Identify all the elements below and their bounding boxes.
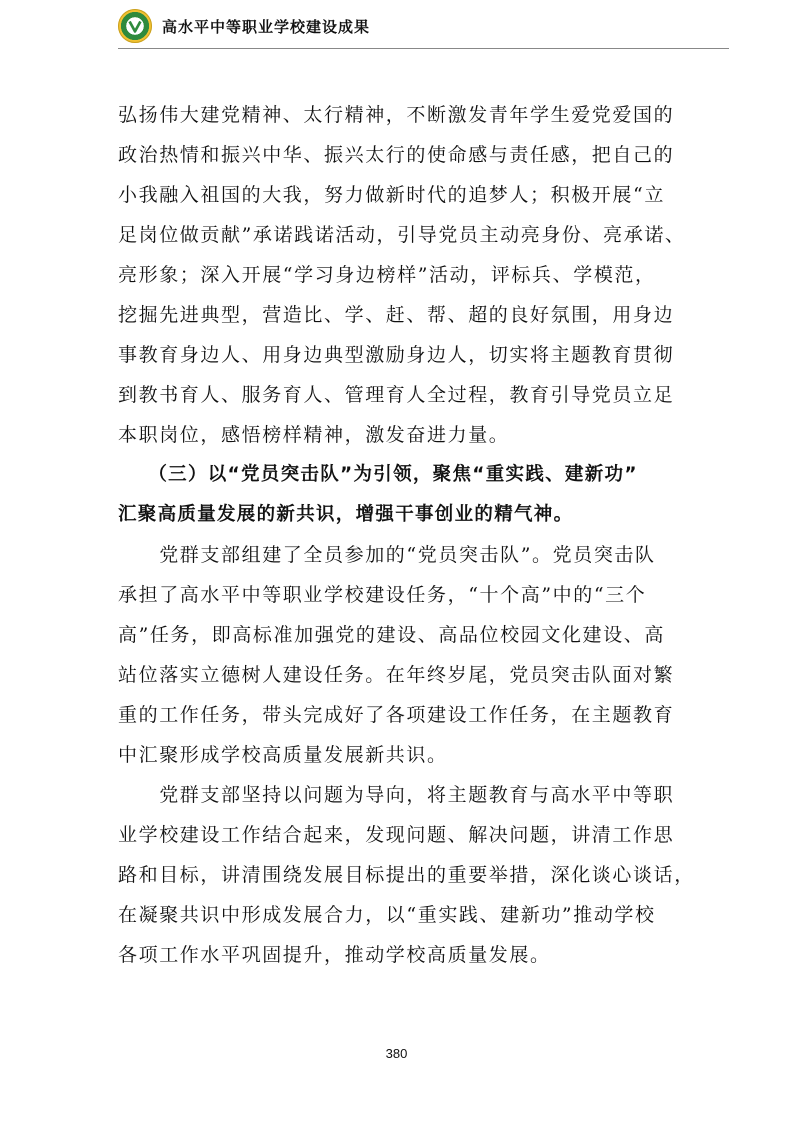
paragraph-line: 党群支部坚持以问题为导向，将主题教育与高水平中等职 — [118, 784, 675, 806]
paragraph-line: 到教书育人、服务育人、管理育人全过程，教育引导党员立足 — [118, 384, 675, 406]
paragraph-line: 重的工作任务，带头完成好了各项建设工作任务，在主题教育 — [118, 704, 675, 726]
paragraph-line: 本职岗位，感悟榜样精神，激发奋进力量。 — [118, 424, 510, 446]
paragraph-line: 中汇聚形成学校高质量发展新共识。 — [118, 744, 448, 766]
leaf-icon — [126, 17, 144, 35]
paragraph-line: 各项工作水平巩固提升，推动学校高质量发展。 — [118, 944, 551, 966]
section-heading-line: 汇聚高质量发展的新共识，增强干事创业的精气神。 — [118, 504, 574, 525]
paragraph-line: 小我融入祖国的大我，努力做新时代的追梦人；积极开展“立 — [118, 184, 665, 206]
page-header — [118, 8, 370, 44]
header-divider — [118, 48, 729, 49]
paragraph-line: 政治热情和振兴中华、振兴太行的使命感与责任感，把自己的 — [118, 144, 675, 166]
section-heading-line: （三）以“党员突击队”为引领，聚焦“重实践、建新功” — [118, 464, 638, 485]
document-body — [118, 95, 700, 975]
paragraph-line: 业学校建设工作结合起来，发现问题、解决问题，讲清工作思 — [118, 824, 675, 846]
header-title: 高水平中等职业学校建设成果 — [162, 17, 371, 36]
paragraph-line: 路和目标，讲清围绕发展目标提出的重要举措，深化谈心谈话， — [118, 864, 695, 886]
paragraph-line: 弘扬伟大建党精神、太行精神，不断激发青年学生爱党爱国的 — [118, 104, 675, 126]
paragraph-line: 承担了高水平中等职业学校建设任务，“十个高”中的“三个 — [118, 584, 647, 606]
paragraph-line: 站位落实立德树人建设任务。在年终岁尾，党员突击队面对繁 — [118, 664, 675, 686]
paragraph-line: 高”任务，即高标准加强党的建设、高品位校园文化建设、高 — [118, 624, 665, 646]
paragraph-line: 亮形象；深入开展“学习身边榜样”活动，评标兵、学模范， — [118, 264, 656, 286]
page-number: 380 — [385, 1046, 408, 1061]
paragraph-line: 党群支部组建了全员参加的“党员突击队”。党员突击队 — [118, 544, 656, 566]
paragraph-line: 事教育身边人、用身边典型激励身边人，切实将主题教育贯彻 — [118, 344, 675, 366]
school-logo-icon — [118, 9, 152, 43]
paragraph-line: 足岗位做贡献”承诺践诺活动，引导党员主动亮身份、亮承诺、 — [118, 224, 686, 246]
paragraph-line: 挖掘先进典型，营造比、学、赶、帮、超的良好氛围，用身边 — [118, 304, 675, 326]
paragraph-line: 在凝聚共识中形成发展合力，以“重实践、建新功”推动学校 — [118, 904, 656, 926]
